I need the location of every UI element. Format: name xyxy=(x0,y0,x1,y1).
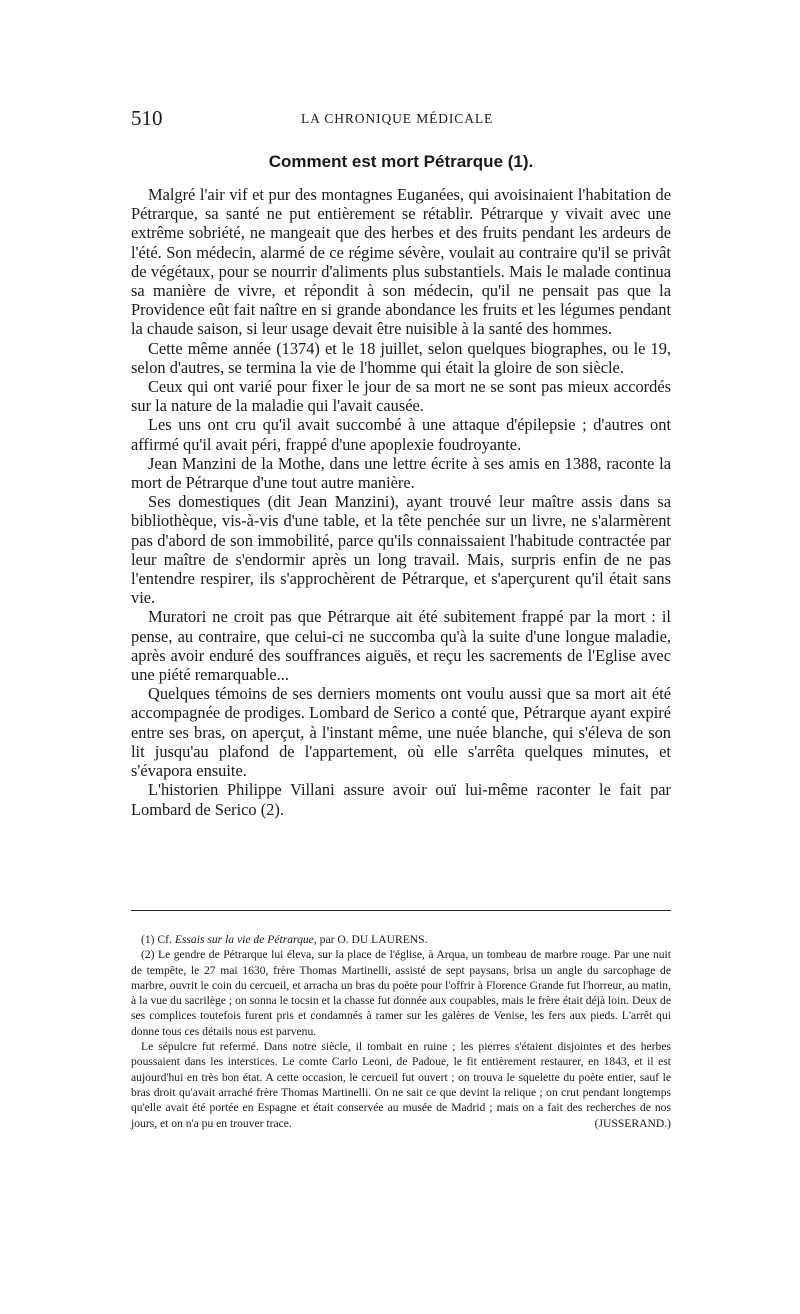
paragraph: Cette même année (1374) et le 18 juillet, selon quelques biographes, ou le 19, selon d'autres, se termina la vie de l'homme qui était la gloire de son siècle. xyxy=(131,338,671,377)
page-header xyxy=(131,106,671,132)
paragraph: Ceux qui ont varié pour fixer le jour de sa mort ne se sont pas mieux accordés sur la nature de la maladie qui l'avait causée. xyxy=(131,377,671,416)
page-number: 510 xyxy=(131,106,163,130)
article-body xyxy=(131,185,671,819)
footnote-1-title: Essais sur la vie de Pétrarque, xyxy=(174,933,317,946)
paragraph: Les uns ont cru qu'il avait succombé à une attaque d'épilepsie ; d'autres ont affirmé qu'il avait péri, frappé d'une apoplexie foudroyante. xyxy=(131,415,671,454)
footnote-2: (2) Le gendre de Pétrarque lui éleva, sur la place de l'église, à Arqua, un tombeau de marbre rouge. Par une nuit de tempête, le 27 mai 1630, frère Thomas Martinelli, assisté de sept paysans, brisa un angle du sarcophage de marbre, ouvrit le coin du cercueil, et arracha un bras du poète pour l'offrir à Florence Grande fut l'horreur, au matin, à la vue du sacrilège ; on sonna le tocsin et la chasse fut donnée aux coupables, mais le frère était déjà loin. Deux de ses complices toutefois furent pris et condamnés à ramer sur les galères de Venise, les fers aux pieds. L'arrêt qui donne tous ces détails nous est parvenu. xyxy=(131,948,671,1038)
footnotes xyxy=(131,932,671,1131)
running-title: LA CHRONIQUE MÉDICALE xyxy=(301,111,494,126)
paragraph: Ses domestiques (dit Jean Manzini), ayant trouvé leur maître assis dans sa bibliothèque, vis-à-vis d'une table, et la tête penchée sur un livre, ne s'alarmèrent pas d'abord de son immobilité, parce qu'ils connaissaient l'habitude contractée par leur maître de s'endormir après un long travail. Mais, surpris enfin de ne pas l'entendre respirer, ils s'approchèrent de Pétrarque, et s'aperçurent qu'il était sans vie. xyxy=(131,492,671,608)
paragraph: L'historien Philippe Villani assure avoir ouï lui-même raconter le fait par Lombard de Serico (2). xyxy=(131,780,671,819)
footnote-divider xyxy=(131,910,671,911)
paragraph: Jean Manzini de la Mothe, dans une lettre écrite à ses amis en 1388, raconte la mort de Pétrarque d'une tout autre manière. xyxy=(131,453,671,493)
footnote-1-prefix: (1) Cf. xyxy=(141,933,172,946)
footnote-1-author: par O. DU LAURENS. xyxy=(319,933,428,946)
footnote-signature: (JUSSERAND.) xyxy=(594,1116,671,1130)
footnote-2-text: Le sépulcre fut refermé. Dans notre siècle, il tombait en ruine ; les pierres s'étaient disjointes et des herbes poussaient dans les interstices. Le comte Carlo Leoni, de Padoue, le fit entièrement restaurer, en 1843, et il est aujourd'hui en très bon état. A cette occasion, le cercueil fut ouvert ; on trouva le squelette du poète entier, sauf le bras droit qu'avait arraché frère Thomas Martinelli. On ne sait ce que devint la relique ; on crut pendant longtemps qu'elle avait été portée en Espagne et était conservée au musée de Madrid ; mais on a fait des recherches de nos jours, et on n'a pu en trouver trace. xyxy=(131,1040,671,1130)
footnote-2-continued xyxy=(131,1039,671,1131)
paragraph: Muratori ne croit pas que Pétrarque ait été subitement frappé par la mort : il pense, au contraire, que celui-ci ne succomba qu'à la suite d'une longue maladie, après avoir enduré des souffrances aiguës, et reçu les sacrements de l'Eglise avec une piété remarquable... xyxy=(131,607,671,685)
paragraph: Quelques témoins de ses derniers moments ont voulu aussi que sa mort ait été accompagnée de prodiges. Lombard de Serico a conté que, Pétrarque ayant expiré entre ses bras, on aperçut, à l'instant même, une nuée blanche, qui s'éleva de son lit jusqu'au plafond de l'appartement, où elle s'arrêta quelques minutes, et s'évapora ensuite. xyxy=(131,684,671,781)
footnote-1 xyxy=(131,932,671,947)
paragraph: Malgré l'air vif et pur des montagnes Euganées, qui avoisinaient l'habitation de Pétrarque, sa santé ne put entièrement se rétablir. Pétrarque y vivait avec une extrême sobriété, ne mangeait que des herbes et des fruits pendant les ardeurs de l'été. Son médecin, alarmé de ce régime sévère, voulait au contraire qu'il se privât de végétaux, pour se nourrir d'aliments plus substantiels. Mais le malade continua sa manière de vivre, et répondit à son médecin, qu'il ne pensait pas que la Providence eût fait naître en si grande abondance les fruits et les légumes pendant la chaude saison, si leur usage devait être nuisible à la santé des hommes. xyxy=(131,185,671,339)
article-title: Comment est mort Pétrarque (1). xyxy=(268,152,534,171)
